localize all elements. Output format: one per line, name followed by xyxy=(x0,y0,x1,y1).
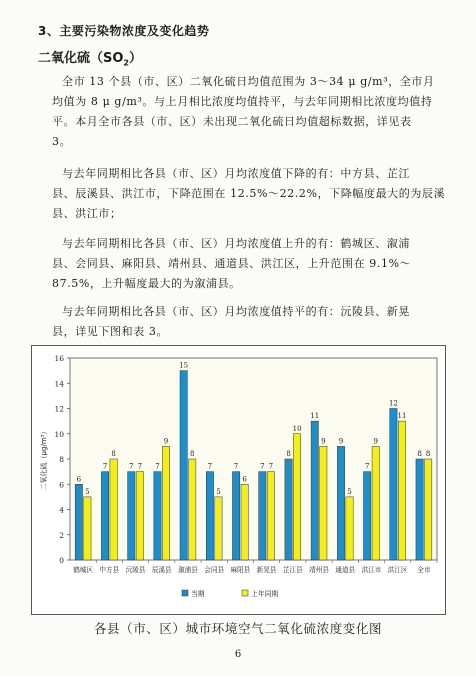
bar-current xyxy=(337,446,344,560)
y-tick-label: 2 xyxy=(59,530,64,540)
legend-swatch xyxy=(242,590,248,596)
bar-current xyxy=(154,472,161,560)
paragraph-line: 3。 xyxy=(52,135,72,148)
paragraph-line: 87.5%，上升幅度最大的为溆浦县。 xyxy=(52,277,241,290)
legend-label: 当期 xyxy=(191,590,205,598)
x-tick-label: 洪江市 xyxy=(361,566,382,574)
bar-value-label: 9 xyxy=(321,437,326,446)
bar-value-label: 10 xyxy=(292,424,302,433)
bar-last-year xyxy=(293,434,300,560)
so2-bar-chart xyxy=(31,345,446,615)
x-tick-label: 芷江县 xyxy=(282,566,303,574)
bar-current xyxy=(416,459,423,560)
bar-current xyxy=(180,371,187,560)
bar-last-year xyxy=(136,472,143,560)
y-tick-label: 0 xyxy=(59,556,64,565)
bar-last-year xyxy=(424,459,431,560)
paragraph-line: 平。本月全市各县（市、区）未出现二氧化硫日均值超标数据，详见表 xyxy=(52,115,412,128)
paragraph-line: 与去年同期相比各县（市、区）月均浓度值持平的有：沅陵县、新晃 xyxy=(62,305,410,318)
paragraph-line: 与去年同期相比各县（市、区）月均浓度值上升的有：鹤城区、溆浦 xyxy=(62,237,410,250)
bar-value-label: 5 xyxy=(85,487,90,496)
bar-last-year xyxy=(110,459,117,560)
x-tick-label: 靖州县 xyxy=(309,566,329,574)
bar-value-label: 8 xyxy=(417,450,422,458)
bar-value-label: 7 xyxy=(233,462,239,471)
x-tick-label: 鹤城区 xyxy=(73,566,93,574)
x-tick-label: 会同县 xyxy=(204,566,225,574)
y-tick-label: 12 xyxy=(54,404,64,414)
bar-value-label: 7 xyxy=(207,462,213,471)
bar-current xyxy=(206,472,213,560)
sub-heading xyxy=(38,47,142,68)
x-tick-label: 辰溪县 xyxy=(151,566,172,574)
paragraph-line: 县，详见下图和表 3。 xyxy=(52,325,169,338)
bar-value-label: 7 xyxy=(260,462,265,471)
x-tick-label: 麻阳县 xyxy=(230,566,251,574)
y-axis-label: 二氧化硫（μg/m³） xyxy=(40,427,48,491)
bar-value-label: 11 xyxy=(397,412,407,421)
y-tick-label: 4 xyxy=(59,505,64,515)
paragraph-1 xyxy=(52,72,435,152)
y-tick-label: 8 xyxy=(59,455,64,464)
bar-current xyxy=(390,409,397,561)
paragraph-line: 与去年同期相比各县（市、区）月均浓度值下降的有：中方县、芷江 xyxy=(62,167,410,180)
sub-heading-close: ） xyxy=(129,51,143,66)
paragraph-line: 县、洪江市； xyxy=(52,207,122,220)
bar-last-year xyxy=(320,446,327,560)
bar-value-label: 8 xyxy=(189,450,195,458)
bar-last-year xyxy=(346,497,353,560)
bar-value-label: 8 xyxy=(286,450,291,458)
bar-last-year xyxy=(189,459,196,560)
chart-canvas xyxy=(32,346,445,614)
bar-value-label: 7 xyxy=(268,462,274,471)
x-tick-label: 溆浦县 xyxy=(178,566,198,574)
bar-value-label: 15 xyxy=(179,361,189,370)
bar-last-year xyxy=(398,421,405,560)
y-tick-label: 6 xyxy=(59,480,64,490)
paragraph-2 xyxy=(52,164,446,224)
bar-value-label: 7 xyxy=(137,462,143,471)
bar-current xyxy=(75,484,82,560)
bar-last-year xyxy=(215,497,222,560)
sub-heading-subscript: 2 xyxy=(123,58,129,68)
legend-label: 上年同期 xyxy=(251,590,279,598)
paragraph-line: 县、会同县、麻阳县、靖州县、通道县、洪江区，上升范围在 9.1%～ xyxy=(52,257,412,270)
bar-current xyxy=(232,472,239,560)
bar-current xyxy=(285,459,292,560)
bar-current xyxy=(101,472,108,560)
sub-heading-main: 二氧化硫（SO xyxy=(38,51,124,66)
bar-value-label: 8 xyxy=(425,450,431,458)
x-tick-label: 洪江区 xyxy=(387,566,408,574)
page-number: 6 xyxy=(234,649,242,660)
bar-value-label: 7 xyxy=(102,462,108,471)
bar-value-label: 5 xyxy=(216,487,221,496)
bar-value-label: 5 xyxy=(347,487,352,496)
y-tick-label: 16 xyxy=(54,354,64,363)
bar-current xyxy=(259,472,266,560)
x-tick-label: 中方县 xyxy=(99,566,120,574)
bar-value-label: 9 xyxy=(373,437,378,446)
bar-value-label: 8 xyxy=(111,450,116,458)
chart-caption: 各县（市、区）城市环境空气二氧化硫浓度变化图 xyxy=(93,621,383,636)
section-heading: 3、主要污染物浓度及变化趋势 xyxy=(38,24,210,38)
bar-value-label: 7 xyxy=(155,462,160,471)
bar-last-year xyxy=(372,446,379,560)
bar-last-year xyxy=(84,497,91,560)
x-tick-label: 新晃县 xyxy=(256,566,277,574)
y-tick-label: 14 xyxy=(54,379,64,389)
y-tick-label: 10 xyxy=(54,429,64,439)
bar-value-label: 11 xyxy=(310,412,320,421)
bar-value-label: 6 xyxy=(242,475,247,484)
paragraph-line: 县、辰溪县、洪江市，下降范围在 12.5%～22.2%，下降幅度最大的为辰溪 xyxy=(52,187,446,200)
x-tick-label: 沅陵县 xyxy=(125,566,146,574)
paragraph-line: 均值为 8 μ g/m³。与上月相比浓度均值持平，与去年同期相比浓度均值持 xyxy=(52,95,433,108)
paragraph-3 xyxy=(52,234,432,294)
bar-value-label: 9 xyxy=(163,437,169,446)
bar-value-label: 6 xyxy=(76,475,82,484)
bar-current xyxy=(311,421,318,560)
bar-current xyxy=(364,472,371,560)
bar-value-label: 7 xyxy=(129,462,134,471)
x-tick-label: 通道县 xyxy=(335,566,356,574)
bar-last-year xyxy=(267,472,274,560)
paragraph-line: 全市 13 个县（市、区）二氧化硫日均值范围为 3～34 μ g/m³，全市月 xyxy=(62,75,435,88)
bar-last-year xyxy=(162,446,169,560)
plot-area xyxy=(70,358,437,560)
x-tick-label: 全市 xyxy=(417,566,431,574)
paragraph-4 xyxy=(52,302,432,342)
bar-value-label: 12 xyxy=(388,399,398,408)
bar-value-label: 7 xyxy=(364,462,370,471)
bar-last-year xyxy=(241,484,248,560)
bar-value-label: 9 xyxy=(338,437,344,446)
legend-swatch xyxy=(182,590,188,596)
bar-current xyxy=(128,472,135,560)
